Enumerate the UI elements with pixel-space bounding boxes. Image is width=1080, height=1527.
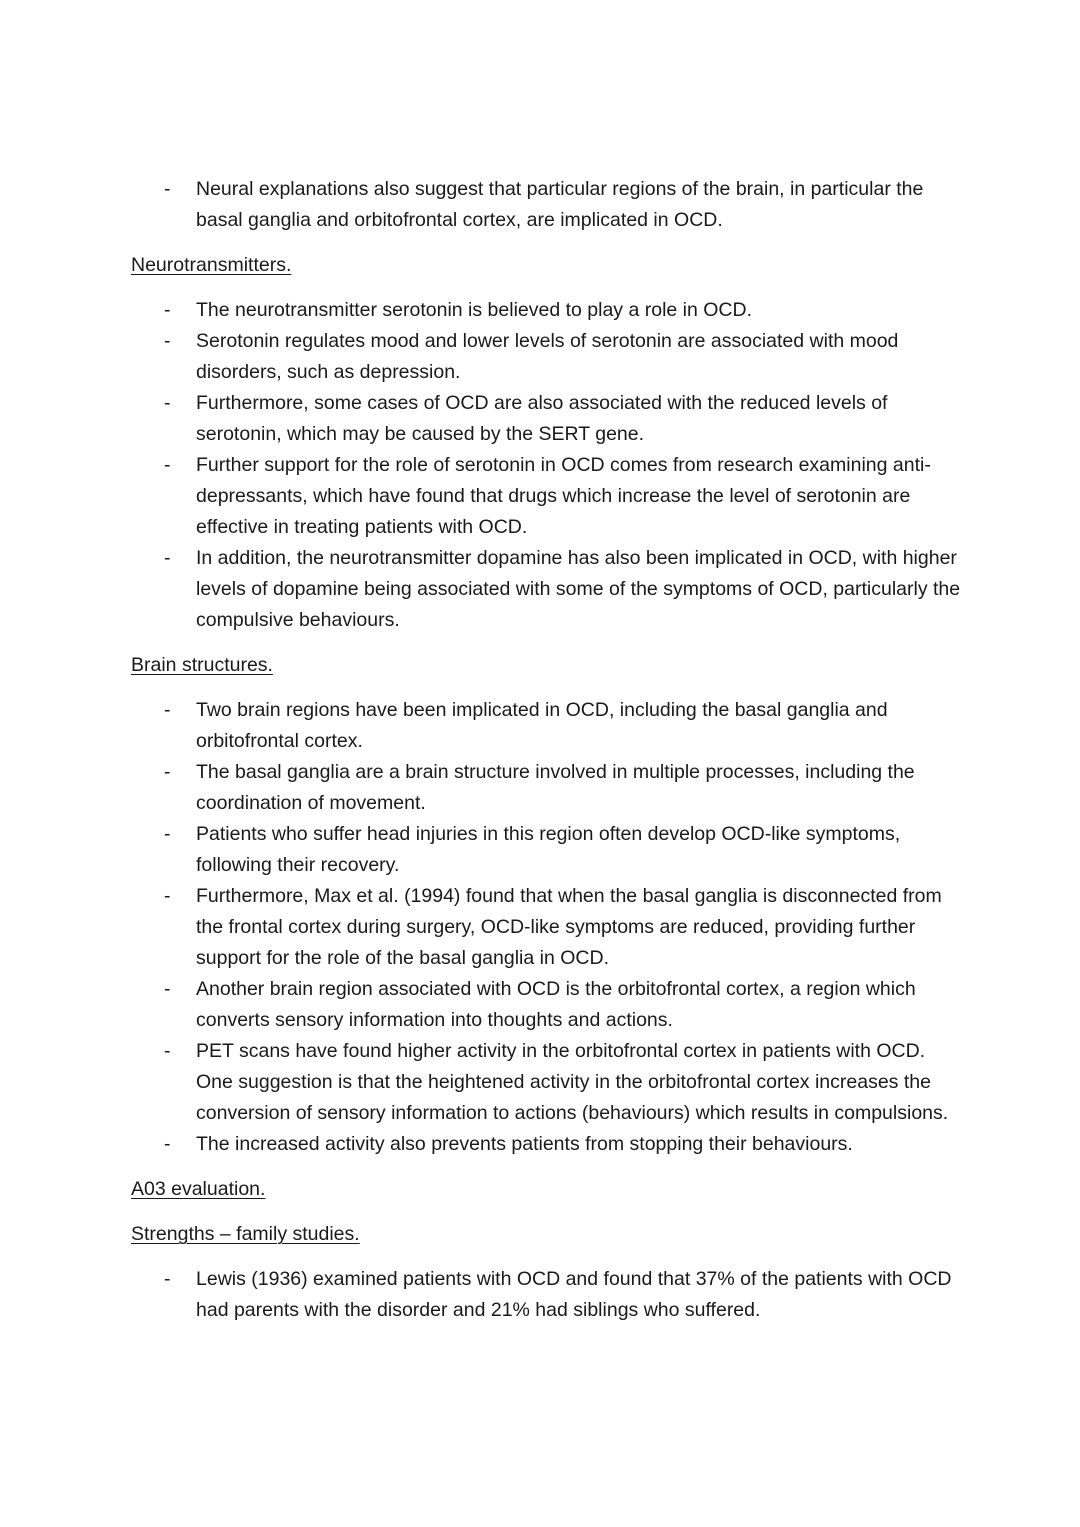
- list-item: [131, 174, 961, 236]
- bullet-dash: -: [164, 1268, 171, 1290]
- list-item: [131, 757, 961, 819]
- list-item: [131, 695, 961, 757]
- bullet-text: Serotonin regulates mood and lower levels of serotonin are associated with mood disorders, such as depression.: [196, 330, 899, 383]
- bullet-text: Further support for the role of serotonin in OCD comes from research examining anti-depressants, which have found that drugs which increase the level of serotonin are effective in treating patients with OCD.: [196, 454, 931, 538]
- bullet-text: Neural explanations also suggest that particular regions of the brain, in particular the basal ganglia and orbitofrontal cortex, are implicated in OCD.: [196, 178, 924, 231]
- bullet-text: The neurotransmitter serotonin is believed to play a role in OCD.: [196, 299, 753, 321]
- bullet-text: PET scans have found higher activity in the orbitofrontal cortex in patients with OCD. One suggestion is that the heightened activity in the orbitofrontal cortex increases the conversion of sensory information to actions (behaviours) which results in compulsions.: [196, 1040, 949, 1124]
- bullet-text: Lewis (1936) examined patients with OCD and found that 37% of the patients with OCD had parents with the disorder and 21% had siblings who suffered.: [196, 1268, 952, 1321]
- list-item: [131, 819, 961, 881]
- document-body: [131, 174, 961, 1326]
- list-item: [131, 974, 961, 1036]
- bullet-dash: -: [164, 392, 171, 414]
- list-item: [131, 1129, 961, 1160]
- intro-list: [131, 174, 961, 236]
- bullet-text: In addition, the neurotransmitter dopamine has also been implicated in OCD, with higher levels of dopamine being associated with some of the symptoms of OCD, particularly the compulsive behaviours.: [196, 547, 961, 631]
- strengths-list: [131, 1264, 961, 1326]
- bullet-dash: -: [164, 547, 171, 569]
- bullet-text: The basal ganglia are a brain structure involved in multiple processes, including the coordination of movement.: [196, 761, 915, 814]
- list-item: [131, 450, 961, 543]
- list-item: [131, 1036, 961, 1129]
- bullet-dash: -: [164, 1133, 171, 1155]
- bullet-dash: -: [164, 1040, 171, 1062]
- bullet-dash: -: [164, 330, 171, 352]
- brain-structures-list: [131, 695, 961, 1160]
- bullet-dash: -: [164, 178, 171, 200]
- section-heading-brain-structures: Brain structures.: [131, 654, 273, 676]
- bullet-dash: -: [164, 699, 171, 721]
- bullet-dash: -: [164, 978, 171, 1000]
- bullet-dash: -: [164, 299, 171, 321]
- bullet-dash: -: [164, 885, 171, 907]
- bullet-dash: -: [164, 761, 171, 783]
- list-item: [131, 881, 961, 974]
- bullet-text: Another brain region associated with OCD is the orbitofrontal cortex, a region which converts sensory information into thoughts and actions.: [196, 978, 916, 1031]
- list-item: [131, 1264, 961, 1326]
- list-item: [131, 326, 961, 388]
- list-item: [131, 388, 961, 450]
- section-heading-neurotransmitters: Neurotransmitters.: [131, 254, 292, 276]
- neurotransmitters-list: [131, 295, 961, 636]
- bullet-dash: -: [164, 454, 171, 476]
- bullet-dash: -: [164, 823, 171, 845]
- bullet-text: Furthermore, some cases of OCD are also associated with the reduced levels of serotonin, which may be caused by the SERT gene.: [196, 392, 888, 445]
- bullet-text: Patients who suffer head injuries in this region often develop OCD-like symptoms, following their recovery.: [196, 823, 901, 876]
- bullet-text: Two brain regions have been implicated in OCD, including the basal ganglia and orbitofrontal cortex.: [196, 699, 888, 752]
- list-item: [131, 543, 961, 636]
- list-item: [131, 295, 961, 326]
- bullet-text: The increased activity also prevents patients from stopping their behaviours.: [196, 1133, 853, 1155]
- bullet-text: Furthermore, Max et al. (1994) found that when the basal ganglia is disconnected from the frontal cortex during surgery, OCD-like symptoms are reduced, providing further support for the role of the basal ganglia in OCD.: [196, 885, 942, 969]
- strengths-heading: Strengths – family studies.: [131, 1223, 360, 1245]
- evaluation-heading: A03 evaluation.: [131, 1178, 266, 1200]
